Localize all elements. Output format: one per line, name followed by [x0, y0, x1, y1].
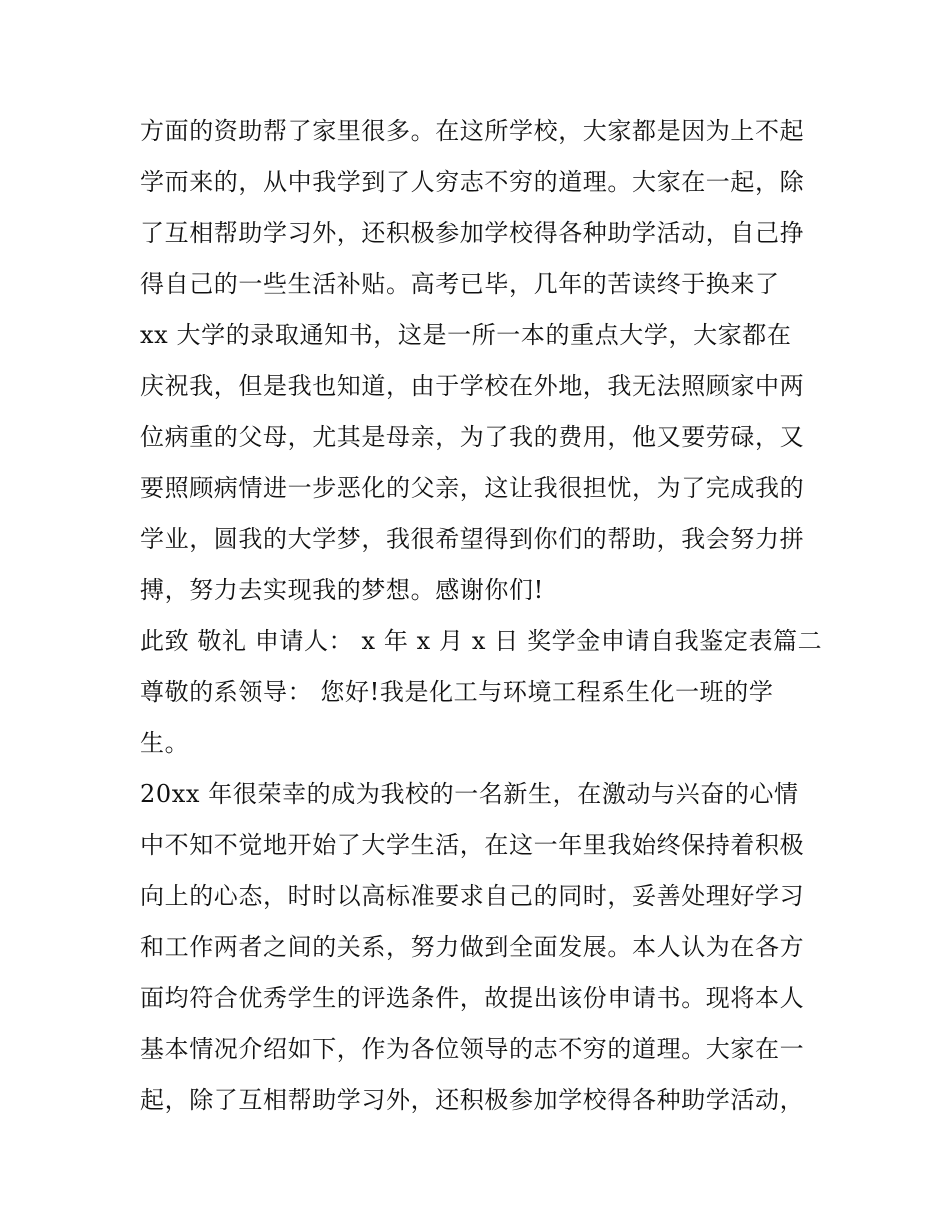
text-line: 尊敬的系领导： 您好!我是化工与环境工程系生化一班的学: [140, 678, 774, 706]
text-line: 起，除了互相帮助学习外，还积极参加学校得各种助学活动，: [140, 1086, 805, 1114]
text-line: 要照顾病情进一步恶化的父亲，这让我很担忧，为了完成我的: [140, 474, 805, 502]
text-line: 20xx 年很荣幸的成为我校的一名新生，在激动与兴奋的心情: [140, 780, 799, 808]
text-line: 得自己的一些生活补贴。高考已毕，几年的苦读终于换来了: [140, 270, 780, 298]
text-line: 此致 敬礼 申请人： x 年 x 月 x 日 奖学金申请自我鉴定表篇二: [140, 627, 823, 655]
text-line: 和工作两者之间的关系，努力做到全面发展。本人认为在各方: [140, 933, 805, 961]
text-line: 学而来的，从中我学到了人穷志不穷的道理。大家在一起，除: [140, 168, 805, 196]
text-line: 向上的心态，时时以高标准要求自己的同时，妥善处理好学习: [140, 882, 805, 910]
text-line: 学业，圆我的大学梦，我很希望得到你们的帮助，我会努力拼: [140, 525, 805, 553]
text-line: 庆祝我，但是我也知道，由于学校在外地，我无法照顾家中两: [140, 372, 805, 400]
text-line: 面均符合优秀学生的评选条件，故提出该份申请书。现将本人: [140, 984, 805, 1012]
text-line: 位病重的父母，尤其是母亲，为了我的费用，他又要劳碌，又: [140, 423, 805, 451]
text-line: xx 大学的录取通知书，这是一所一本的重点大学，大家都在: [140, 321, 792, 349]
text-line: 了互相帮助学习外，还积极参加学校得各种助学活动，自己挣: [140, 219, 805, 247]
body-text: [140, 106, 830, 1126]
text-line: 搏，努力去实现我的梦想。感谢你们!: [140, 576, 544, 604]
text-line: 生。: [140, 729, 190, 757]
text-line: 方面的资助帮了家里很多。在这所学校，大家都是因为上不起: [140, 117, 805, 145]
text-line: 基本情况介绍如下，作为各位领导的志不穷的道理。大家在一: [140, 1035, 805, 1063]
text-line: 中不知不觉地开始了大学生活，在这一年里我始终保持着积极: [140, 831, 805, 859]
